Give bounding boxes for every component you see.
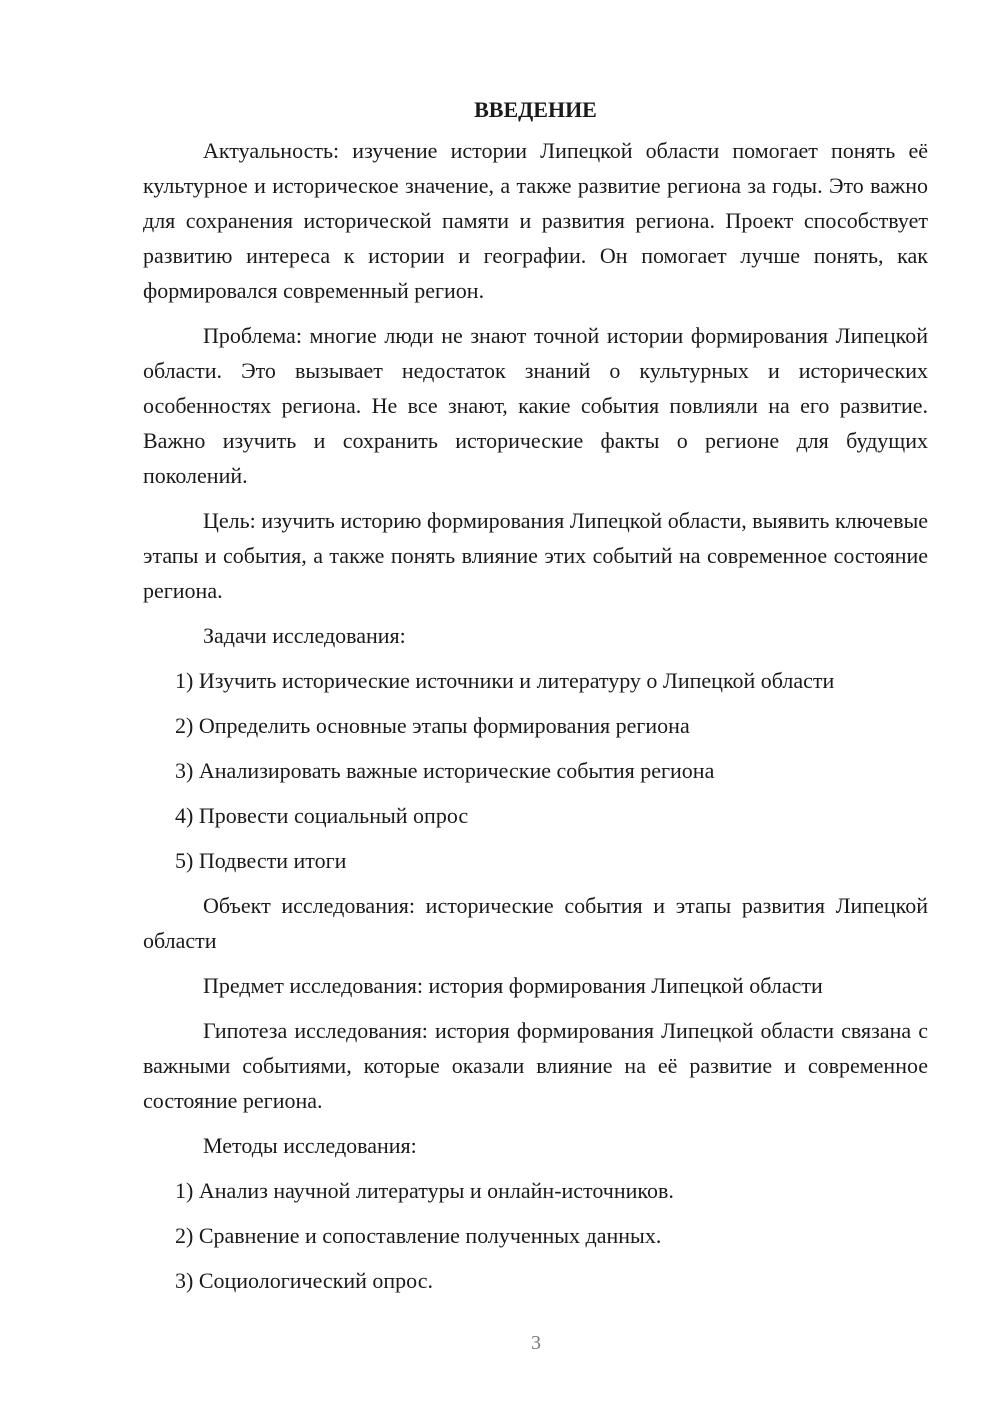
hypothesis-paragraph: Гипотеза исследования: история формирования Липецкой области связана с важными событиями, которые оказали влияние на её развитие и современное состояние региона. <box>143 1018 928 1113</box>
subject-paragraph: Предмет исследования: история формирования Липецкой области <box>203 973 823 998</box>
task-item-4: 4) Провести социальный опрос <box>175 803 469 828</box>
task-item-2: 2) Определить основные этапы формирования региона <box>175 713 690 738</box>
method-item-3: 3) Социологический опрос. <box>175 1268 433 1293</box>
methods-label: Методы исследования: <box>203 1133 417 1158</box>
task-item-1: 1) Изучить исторические источники и литературу о Липецкой области <box>175 668 835 693</box>
task-item-3: 3) Анализировать важные исторические события региона <box>175 758 715 783</box>
page-title: ВВЕДЕНИЕ <box>474 97 597 122</box>
relevance-paragraph: Актуальность: изучение истории Липецкой области помогает понять её культурное и историческое значение, а также развитие региона за годы. Это важно для сохранения исторической памяти и развития региона. Проект способствует развитию интереса к истории и географии. Он помогает лучше понять, как формировался современный регион. <box>143 138 928 303</box>
tasks-label: Задачи исследования: <box>203 623 406 648</box>
page-number: 3 <box>531 1332 541 1354</box>
method-item-2: 2) Сравнение и сопоставление полученных данных. <box>175 1223 662 1248</box>
method-item-1: 1) Анализ научной литературы и онлайн-источников. <box>175 1178 674 1203</box>
goal-paragraph: Цель: изучить историю формирования Липецкой области, выявить ключевые этапы и события, а также понять влияние этих событий на современное состояние региона. <box>143 508 928 603</box>
task-item-5: 5) Подвести итоги <box>175 848 347 873</box>
object-paragraph: Объект исследования: исторические события и этапы развития Липецкой области <box>143 893 928 953</box>
document-page <box>143 92 928 1308</box>
problem-paragraph: Проблема: многие люди не знают точной истории формирования Липецкой области. Это вызывает недостаток знаний о культурных и исторических особенностях региона. Не все знают, какие события повлияли на его развитие. Важно изучить и сохранить исторические факты о регионе для будущих поколений. <box>143 323 928 488</box>
